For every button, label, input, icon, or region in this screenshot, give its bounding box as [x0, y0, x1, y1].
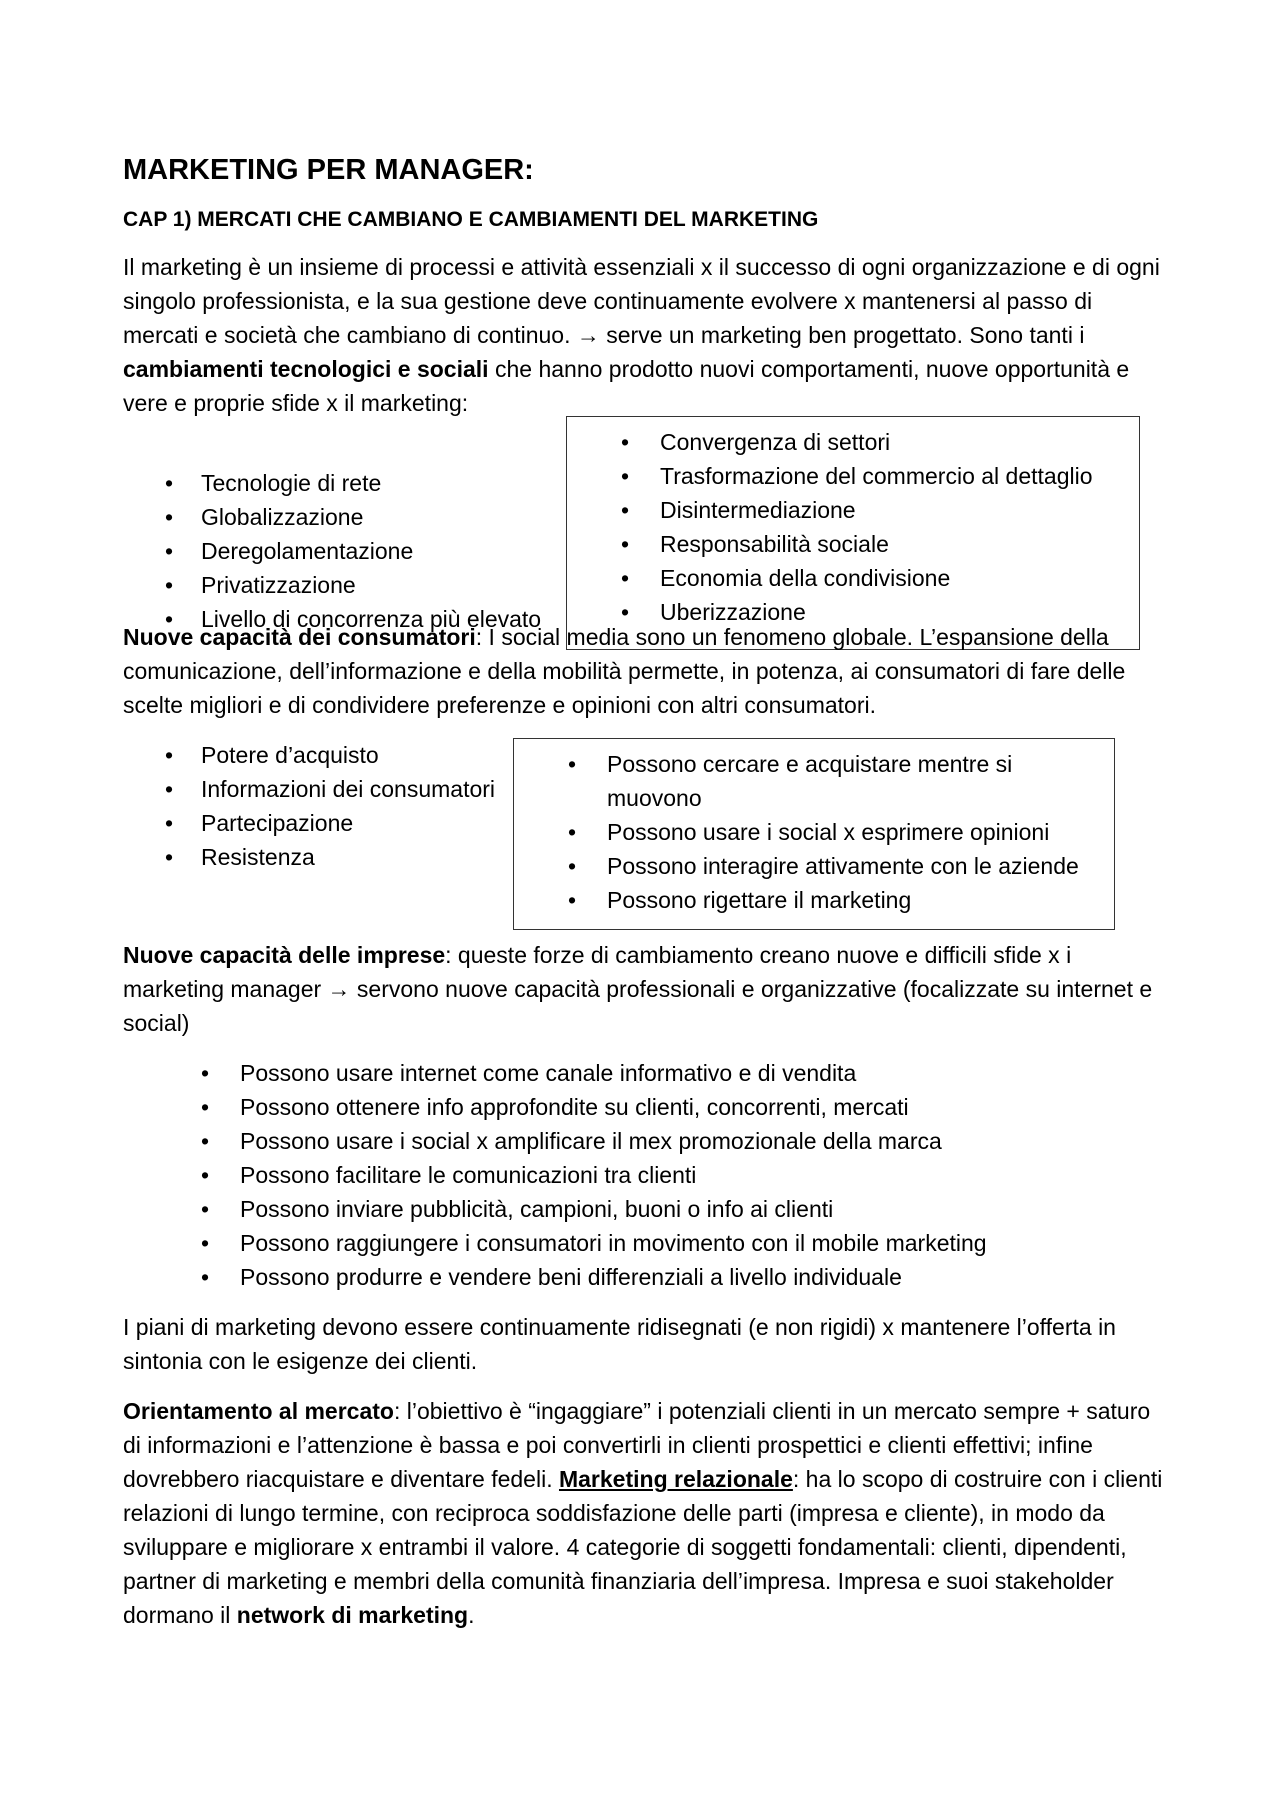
changes-box-list — [567, 425, 1139, 629]
orientation-text-1: : l’obiettivo è “ingaggiare” i potenziali clienti in un mercato sempre + saturo di informazioni e l’attenzione è bassa e poi convertirli in clienti prospettici e clienti effettivi; infine dovrebbero riacquistare e diventare fedeli. — [123, 1398, 1151, 1492]
arrow-icon: → — [576, 322, 600, 348]
list-item: • Trasformazione del commercio al dettaglio — [567, 459, 1139, 493]
orientation-text-2: : ha lo scopo di costruire con i clienti relazioni di lungo termine, con reciproca soddisfazione delle parti (impresa e cliente), in modo da sviluppare e migliorare x entrambi il valore. 4 categorie di soggetti fondamentali: clienti, dipendenti, partner di marketing e membri della comunità finanziaria dell’impresa. Impresa e suoi stakeholder dormano il — [123, 1466, 1163, 1628]
list-item: • Livello di concorrenza più elevato — [123, 602, 541, 636]
list-item: • Convergenza di settori — [567, 425, 1139, 459]
network-term: network di marketing — [236, 1602, 469, 1628]
list-item: • Possono ottenere info approfondite su clienti, concorrenti, mercati — [123, 1090, 1173, 1124]
consumers-list — [123, 738, 495, 874]
list-item: • Privatizzazione — [123, 568, 541, 602]
list-item: • Possono usare internet come canale informativo e di vendita — [123, 1056, 1173, 1090]
plans-paragraph: I piani di marketing devono essere continuamente ridisegnati (e non rigidi) x mantenere l’offerta in sintonia con le esigenze dei clienti. — [123, 1314, 1116, 1374]
intro-text-1: Il marketing è un insieme di processi e attività essenziali x il successo di ogni organizzazione e di ogni singolo professionista, e la sua gestione deve continuamente evolvere x mantenersi al passo di mercati e società che cambiano di continuo. — [123, 254, 1160, 348]
changes-list — [123, 466, 541, 636]
changes-section — [123, 429, 1173, 632]
list-item: • Possono raggiungere i consumatori in movimento con il mobile marketing — [123, 1226, 1173, 1260]
list-item: • Economia della condivisione — [567, 561, 1139, 595]
list-item: • Uberizzazione — [567, 595, 1139, 629]
arrow-icon: → — [327, 976, 351, 1002]
intro-text-3: che hanno prodotto nuovi comportamenti, nuove opportunità e vere e proprie sfide x il marketing: — [123, 356, 1130, 416]
companies-paragraph — [123, 938, 1173, 1040]
consumers-bold: Nuove capacità dei consumatori — [123, 624, 476, 650]
consumers-paragraph — [123, 620, 1173, 722]
intro-paragraph — [123, 250, 1173, 420]
orientation-bold: Orientamento al mercato — [123, 1398, 394, 1424]
consumers-textbox — [513, 738, 1115, 930]
list-item: • Deregolamentazione — [123, 534, 541, 568]
orientation-paragraph — [123, 1394, 1173, 1632]
intro-text-2: serve un marketing ben progettato. Sono tanti i — [599, 322, 1085, 348]
companies-text-2: servono nuove capacità professionali e organizzative (focalizzate su internet e social) — [123, 976, 1153, 1036]
consumers-box-list — [514, 747, 1114, 917]
list-item: • Informazioni dei consumatori — [123, 772, 495, 806]
list-item: • Resistenza — [123, 840, 495, 874]
list-item: • Possono usare i social x esprimere opinioni — [514, 815, 1094, 849]
list-item: • Possono rigettare il marketing — [514, 883, 1094, 917]
list-item: • Possono interagire attivamente con le aziende — [514, 849, 1094, 883]
list-item: • Disintermediazione — [567, 493, 1139, 527]
list-item: • Possono facilitare le comunicazioni tra clienti — [123, 1158, 1173, 1192]
list-item: • Possono produrre e vendere beni differenziali a livello individuale — [123, 1260, 1173, 1294]
list-item: • Possono usare i social x amplificare il mex promozionale della marca — [123, 1124, 1173, 1158]
companies-text-1: : queste forze di cambiamento creano nuove e difficili sfide x i marketing manager — [123, 942, 1072, 1002]
list-item: • Possono cercare e acquistare mentre si muovono — [514, 747, 1094, 815]
companies-list — [123, 1056, 1173, 1294]
consumers-section — [123, 738, 1173, 938]
intro-bold: cambiamenti tecnologici e sociali — [123, 356, 489, 382]
relational-marketing-term: Marketing relazionale — [558, 1466, 793, 1492]
document-title: MARKETING PER MANAGER: — [123, 154, 534, 186]
orientation-text-3: . — [468, 1602, 475, 1628]
document-page — [123, 150, 1173, 1648]
list-item: • Globalizzazione — [123, 500, 541, 534]
list-item: • Responsabilità sociale — [567, 527, 1139, 561]
changes-textbox — [566, 416, 1140, 650]
chapter-heading: CAP 1) MERCATI CHE CAMBIANO E CAMBIAMENTI DEL MARKETING — [123, 208, 819, 231]
list-item: • Potere d’acquisto — [123, 738, 495, 772]
list-item: • Possono inviare pubblicità, campioni, buoni o info ai clienti — [123, 1192, 1173, 1226]
list-item: • Partecipazione — [123, 806, 495, 840]
companies-bold: Nuove capacità delle imprese — [123, 942, 446, 968]
consumers-text: : I social media sono un fenomeno globale. L’espansione della comunicazione, dell’informazione e della mobilità permette, in potenza, ai consumatori di fare delle scelte migliori e di condividere preferenze e opinioni con altri consumatori. — [123, 624, 1126, 718]
list-item: • Tecnologie di rete — [123, 466, 541, 500]
